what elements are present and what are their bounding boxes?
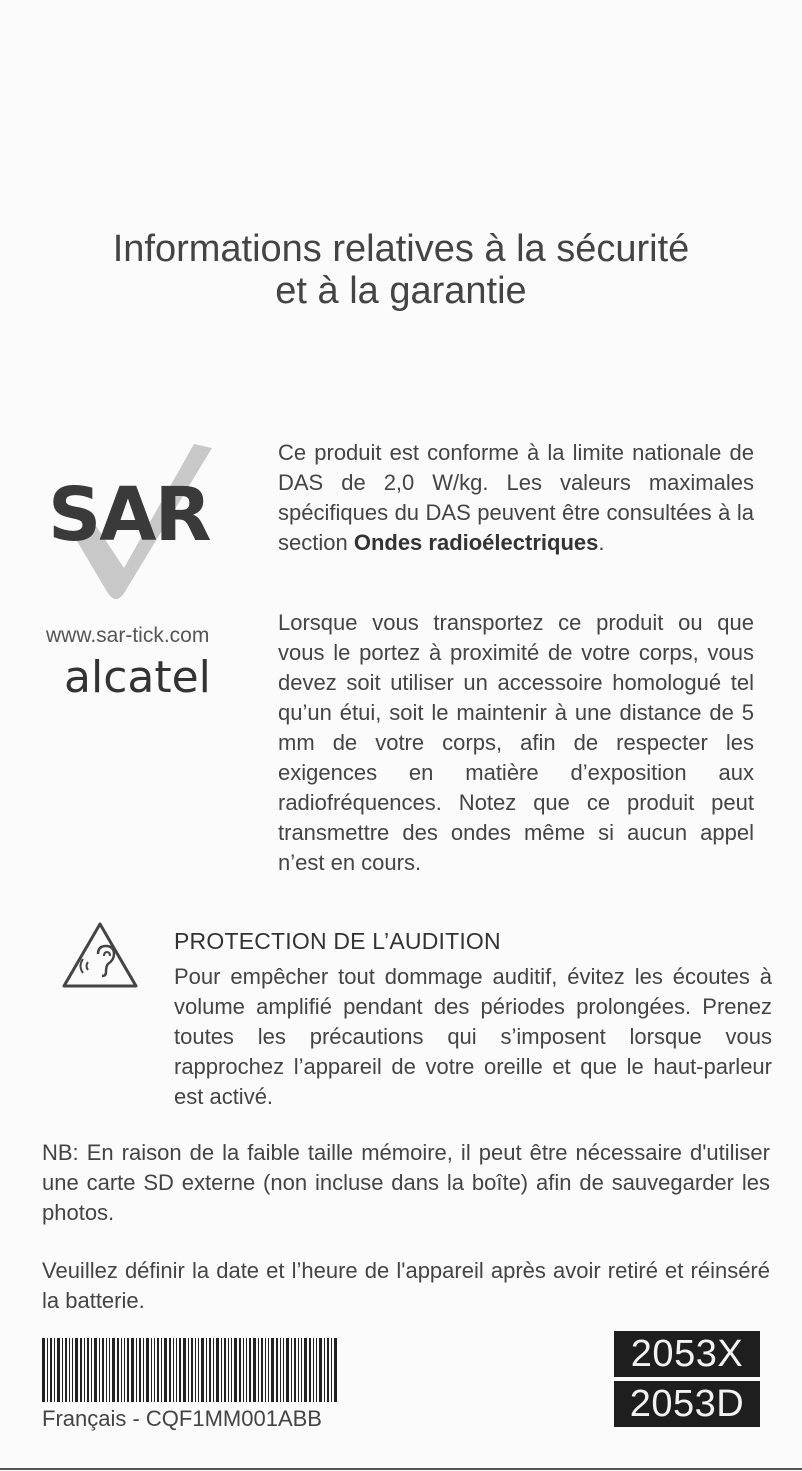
hearing-warning-icon	[60, 920, 140, 990]
barcode	[42, 1338, 340, 1402]
hearing-text: Pour empêcher tout dommage auditif, évitez les écoutes à volume amplifié pendant des périodes prolongées. Prenez toutes les précautions qui s’imposent lorsque vous rapprochez l’appareil de votre oreille et que le haut-parleur est activé.	[174, 964, 772, 1109]
sar-para-text: Ce produit est conforme à la limite nationale de DAS de 2,0 W/kg. Les valeurs maximales spécifiques du DAS peuvent être consultées à la section	[278, 440, 754, 555]
document-code: Français - CQF1MM001ABB	[42, 1406, 322, 1431]
title-line-1: Informations relatives à la sécurité	[112, 228, 690, 270]
alcatel-wordmark: alcatel	[64, 656, 211, 702]
date-note: Veuillez définir la date et l’heure de l'appareil après avoir retiré et réinséré la batterie.	[42, 1258, 770, 1313]
model-badge-1: 2053X	[614, 1331, 760, 1377]
memory-note: NB: En raison de la faible taille mémoire, il peut être nécessaire d'utiliser une carte SD externe (non incluse dans la boîte) afin de sauvegarder les photos.	[42, 1140, 770, 1225]
model-badge-2: 2053D	[614, 1381, 760, 1427]
sar-logo-text: SAR	[48, 472, 210, 558]
title-line-2: et à la garantie	[275, 270, 527, 312]
bottom-divider	[0, 1468, 802, 1470]
sar-logo	[44, 440, 244, 616]
alcatel-logo	[64, 656, 244, 702]
sar-section-link: Ondes radioélectriques	[353, 530, 599, 555]
hearing-heading: PROTECTION DE L’AUDITION	[174, 928, 501, 954]
page-title	[0, 228, 802, 312]
sar-paragraph	[278, 438, 754, 558]
sar-para-end: .	[598, 530, 605, 555]
body-exposure-paragraph: Lorsque vous transportez ce produit ou que vous le portez à proximité de votre corps, vous devez soit utiliser un accessoire homologué tel qu’un étui, soit le maintenir à une distance de 5 mm de votre corps, afin de respecter les exigences en matière d’exposition aux radiofréquences. Notez que ce produit peut transmettre des ondes même si aucun appel n’est en cours.	[278, 610, 754, 875]
sar-url: www.sar-tick.com	[46, 624, 210, 647]
